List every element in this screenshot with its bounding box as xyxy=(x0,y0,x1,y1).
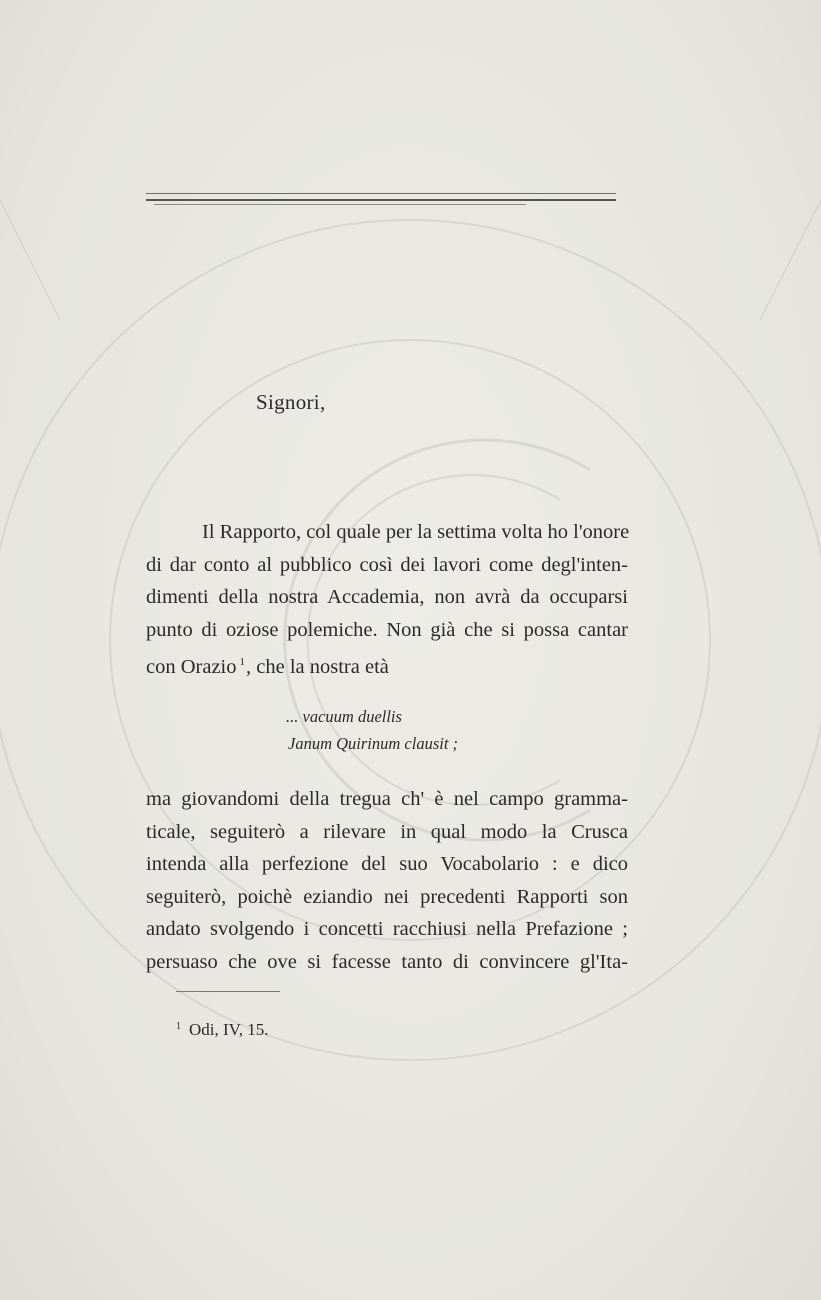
paragraph-2-line: intenda alla perfezione del suo Vocabolario : e dico xyxy=(146,853,628,875)
salutation: Signori, xyxy=(256,390,326,414)
paragraph-1-line: dimenti della nostra Accademia, non avrà da occuparsi xyxy=(146,586,628,608)
paragraph-2-line: ma giovandomi della tregua ch' è nel campo gramma- xyxy=(146,788,628,810)
paragraph-2-line: seguiterò, poichè eziandio nei precedenti Rapporti son xyxy=(146,885,628,908)
footnote xyxy=(176,1020,269,1040)
paragraph-2-line: ticale, seguiterò a rilevare in qual modo la Crusca xyxy=(146,820,628,843)
footnote-separator xyxy=(176,991,280,992)
paragraph-1-line: punto di oziose polemiche. Non già che si possa cantar xyxy=(146,618,628,641)
paragraph-2-line: persuaso che ove si facesse tanto di convincere gl'Ita- xyxy=(146,950,628,973)
header-double-rule xyxy=(146,193,616,205)
footnote-reference: 1 xyxy=(239,656,245,668)
paragraph-1-line: di dar conto al pubblico così dei lavori come degl'inten- xyxy=(146,553,628,576)
paragraph-1 xyxy=(146,516,628,684)
paragraph-1-last-line xyxy=(146,646,628,684)
latin-quotation xyxy=(286,703,458,757)
paragraph-1-last-line-start: con Orazio xyxy=(146,656,237,678)
quote-line-1: ... vacuum duellis xyxy=(286,707,402,726)
footnote-mark: 1 xyxy=(176,1021,181,1032)
paragraph-1-last-line-end: , che la nostra età xyxy=(246,656,389,678)
paragraph-2 xyxy=(146,783,628,978)
paragraph-1-line: Il Rapporto, col quale per la settima volta ho l'onore xyxy=(202,521,630,543)
paragraph-2-line: andato svolgendo i concetti racchiusi nella Prefazione ; xyxy=(146,918,628,940)
footnote-text: Odi, IV, 15. xyxy=(189,1020,269,1039)
quote-line-2: Janum Quirinum clausit ; xyxy=(288,734,459,753)
